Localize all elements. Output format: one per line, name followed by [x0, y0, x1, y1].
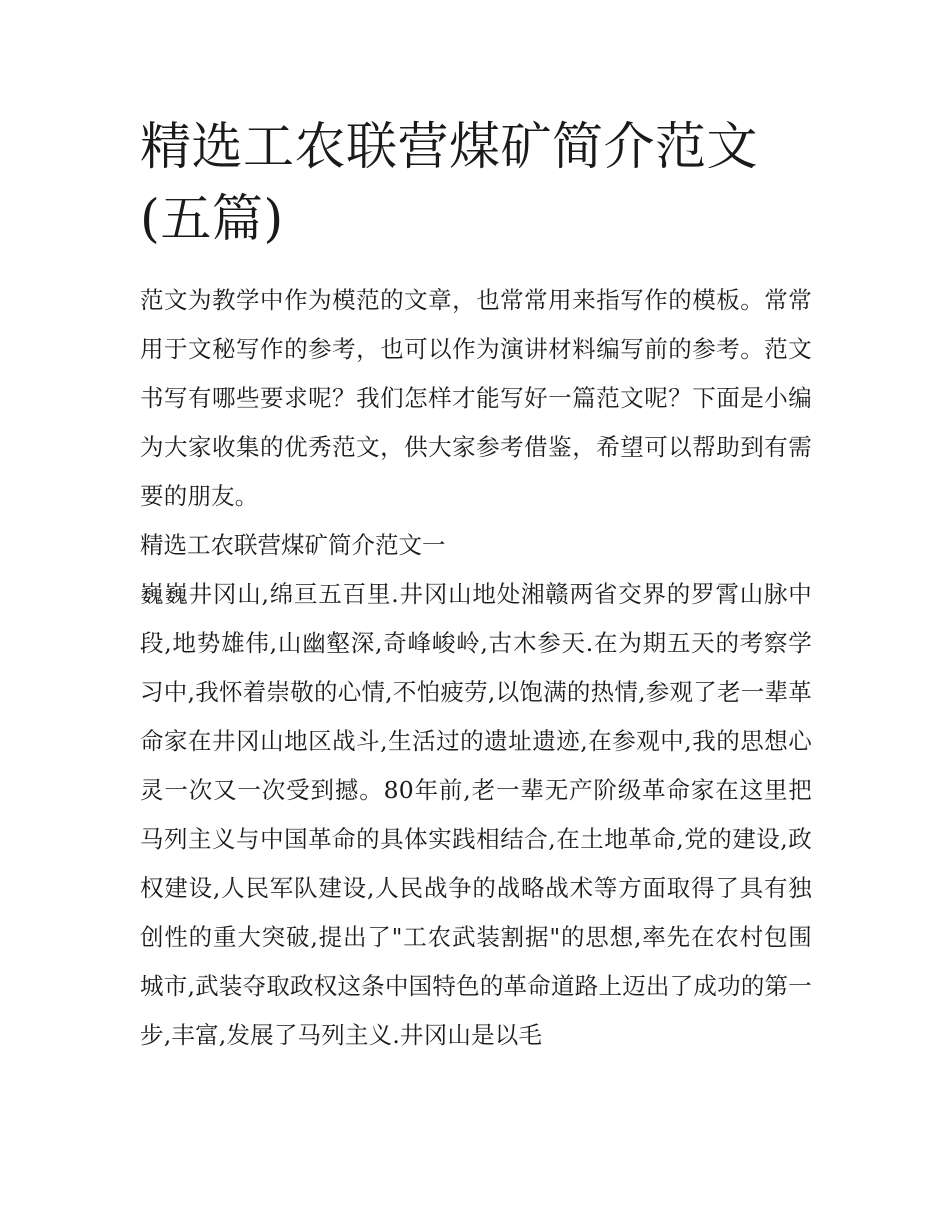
document-content [140, 112, 812, 1060]
document-title: 精选工农联营煤矿简介范文(五篇) [140, 118, 759, 249]
section-heading: 精选工农联营煤矿简介范文一 [140, 531, 446, 559]
intro-paragraph: 范文为教学中作为模范的文章，也常常用来指写作的模板。常常用于文秘写作的参考，也可以作为演讲材料编写前的参考。范文书写有哪些要求呢？我们怎样才能写好一篇范文呢？下面是小编为大家收集的优秀范文，供大家参考借鉴，希望可以帮助到有需要的朋友。 [140, 286, 812, 510]
body-paragraph: 巍巍井冈山,绵亘五百里.井冈山地处湘赣两省交界的罗霄山脉中段,地势雄伟,山幽壑深,奇峰峻岭,古木参天.在为期五天的考察学习中,我怀着崇敬的心情,不怕疲劳,以饱满的热情,参观了老一辈革命家在井冈山地区战斗,生活过的遗址遗迹,在参观中,我的思想心灵一次又一次受到撼。80年前,老一辈无产阶级革命家在这里把马列主义与中国革命的具体实践相结合,在土地革命,党的建设,政权建设,人民军队建设,人民战争的战略战术等方面取得了具有独创性的重大突破,提出了"工农武装割据"的思想,率先在农村包围城市,武装夺取政权这条中国特色的革命道路上迈出了成功的第一步,丰富,发展了马列主义.井冈山是以毛 [140, 580, 813, 1049]
